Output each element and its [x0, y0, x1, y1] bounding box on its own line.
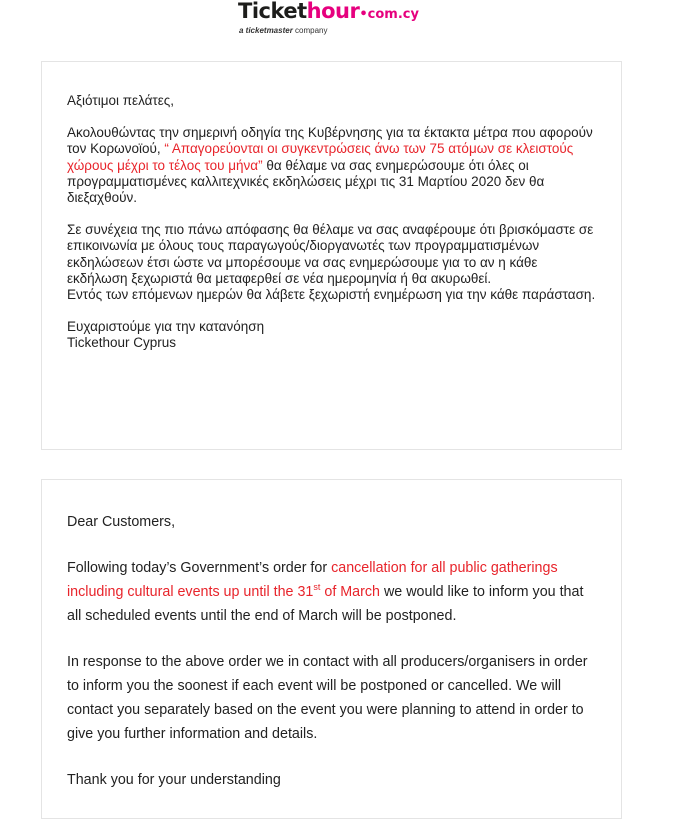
- greek-notice-card: [41, 61, 622, 450]
- tickethour-logo[interactable]: [238, 0, 438, 40]
- english-p1-end: we would like to inform you that all scheduled events until the end of March will be postponed.: [67, 584, 584, 624]
- logo-ticket-text: Ticket: [238, 0, 307, 23]
- greek-thanks: Ευχαριστούμε για την κατανόηση: [67, 319, 265, 335]
- english-p1-start: Following today’s Government’s order for: [67, 560, 332, 576]
- greek-p1-highlight: “ Απαγορεύονται οι συγκεντρώσεις άνω των 75 ατόμων σε κλειστούς χώρους μέχρι το τέλος του μήνα”: [67, 141, 574, 173]
- logo-sub-suffix: company: [295, 26, 328, 35]
- english-p1-highlight-b: of March: [320, 584, 380, 600]
- logo-wordmark: [238, 0, 438, 26]
- english-thanks: Thank you for your understanding: [67, 772, 281, 788]
- logo-tagline: [239, 26, 438, 36]
- greek-paragraph-1: [67, 125, 601, 206]
- english-paragraph-1: [67, 556, 601, 628]
- english-paragraph-2: In response to the above order we in contact with all producers/organisers in order to inform you the soonest if each event will be postponed or cancelled. We will contact you separately based on the event you were planning to attend in order to give you further information and details.: [67, 654, 588, 742]
- english-p1-highlight-a: cancellation for all public gatherings including cultural events up until the 31: [67, 560, 558, 600]
- english-notice-card: [41, 479, 622, 819]
- logo-sub-brand: a ticketmaster: [239, 26, 293, 35]
- greek-paragraph-2: Σε συνέχεια της πιο πάνω απόφασης θα θέλαμε να σας αναφέρουμε ότι βρισκόμαστε σε επικοινωνία με όλους τους παραγωγούς/διοργανωτές των προγραμματισμένων εκδηλώσεων έτσι ώστε να μπορέσουμε να σας ενημερώσουμε για το αν η κάθε εκδήλωση ξεχωριστά θα μεταφερθεί σε νέα ημερομηνία ή θα ακυρωθεί.: [67, 222, 594, 286]
- greek-greeting: Αξιότιμοι πελάτες,: [67, 93, 175, 108]
- logo-hour-text: hour: [306, 0, 360, 23]
- logo-domain-value: com.cy: [367, 7, 419, 22]
- english-p1-highlight-sup: st: [313, 582, 321, 593]
- greek-p1-end: θα θέλαμε να σας ενημερώσουμε ότι όλες οι προγραμματισμένες καλλιτεχνικές εκδηλώσεις μέχρι τις 31 Μαρτίου 2020 δεν θα διεξαχθούν.: [67, 157, 545, 206]
- greek-p1-start: Ακολουθώντας την σημερινή οδηγία της Κυβέρνησης για τα έκτακτα μέτρα που αφορούν τον Κορωνοϊού,: [67, 125, 593, 157]
- logo-domain-text: •com.cy: [359, 7, 419, 22]
- english-greeting: Dear Customers,: [67, 514, 176, 530]
- greek-paragraph-3: Εντός των επόμενων ημερών θα λάβετε ξεχωριστή ενημέρωση για την κάθε παράσταση.: [67, 287, 596, 303]
- greek-signature: Tickethour Cyprus: [67, 335, 177, 351]
